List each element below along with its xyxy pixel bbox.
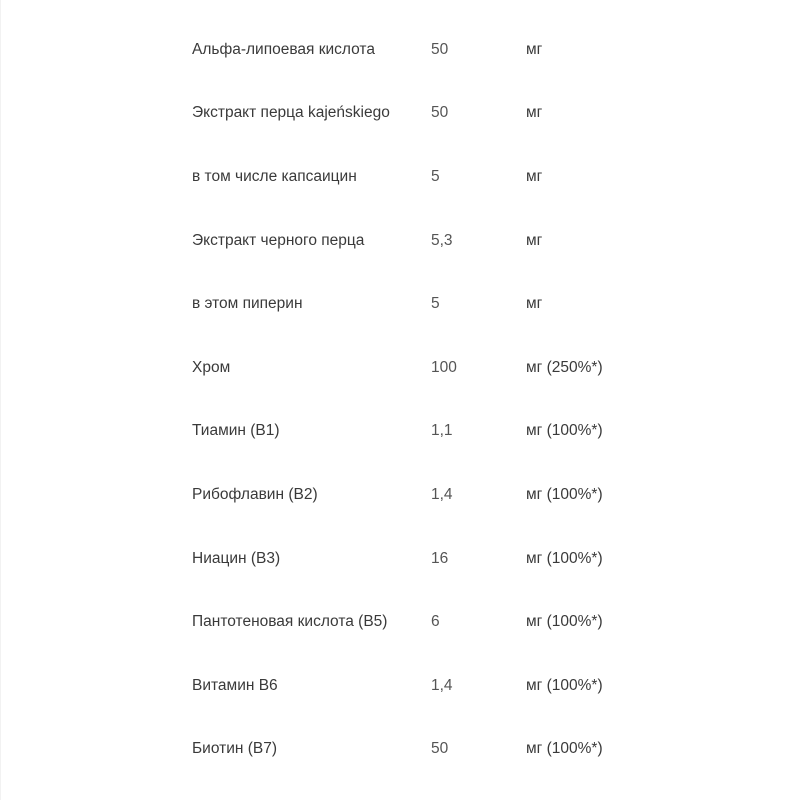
ingredient-unit: мг (100%*) [526,613,603,631]
ingredient-unit: мг [526,40,543,58]
left-edge-divider [0,0,1,800]
ingredient-name: Тиамин (B1) [192,422,280,440]
ingredient-unit: мг [526,167,543,185]
table-row [184,463,644,527]
ingredient-name: Пантотеновая кислота (B5) [192,613,388,631]
ingredient-name: Экстракт черного перца [192,231,365,249]
ingredient-unit: мг (250%*) [526,358,603,376]
ingredient-amount: 50 [431,40,449,58]
ingredient-name: Рибофлавин (B2) [192,485,318,503]
ingredient-amount: 5 [431,167,440,185]
table-row [184,18,644,82]
ingredient-amount: 6 [431,613,440,631]
table-row [184,718,644,782]
ingredient-name: Витамин B6 [192,676,278,694]
ingredient-unit: мг [526,295,543,313]
ingredient-unit: мг (100%*) [526,740,603,758]
ingredient-name: Хром [192,358,231,376]
ingredient-unit: мг (100%*) [526,485,603,503]
ingredient-name: Ниацин (B3) [192,549,281,567]
ingredient-amount: 1,1 [431,422,453,440]
ingredient-amount: 1,4 [431,676,453,694]
table-row [184,82,644,146]
ingredient-name: Экстракт перца kajeńskiego [192,104,390,122]
ingredient-name: в этом пиперин [192,295,303,313]
ingredient-unit: мг (100%*) [526,422,603,440]
table-row [184,590,644,654]
ingredient-unit: мг [526,231,543,249]
ingredient-name: Биотин (B7) [192,740,278,758]
table-row [184,209,644,273]
ingredient-amount: 50 [431,104,449,122]
ingredient-name: в том числе капсаицин [192,167,357,185]
ingredient-amount: 100 [431,358,457,376]
table-row [184,654,644,718]
table-row [184,272,644,336]
nutrition-table [184,18,644,781]
ingredient-amount: 1,4 [431,485,453,503]
ingredient-unit: мг (100%*) [526,676,603,694]
ingredient-unit: мг [526,104,543,122]
table-row [184,527,644,591]
ingredient-amount: 5 [431,295,440,313]
ingredient-amount: 16 [431,549,449,567]
ingredient-unit: мг (100%*) [526,549,603,567]
ingredient-amount: 5,3 [431,231,453,249]
table-row [184,145,644,209]
ingredient-amount: 50 [431,740,449,758]
table-row [184,400,644,464]
table-row [184,336,644,400]
ingredient-name: Альфа-липоевая кислота [192,40,375,58]
